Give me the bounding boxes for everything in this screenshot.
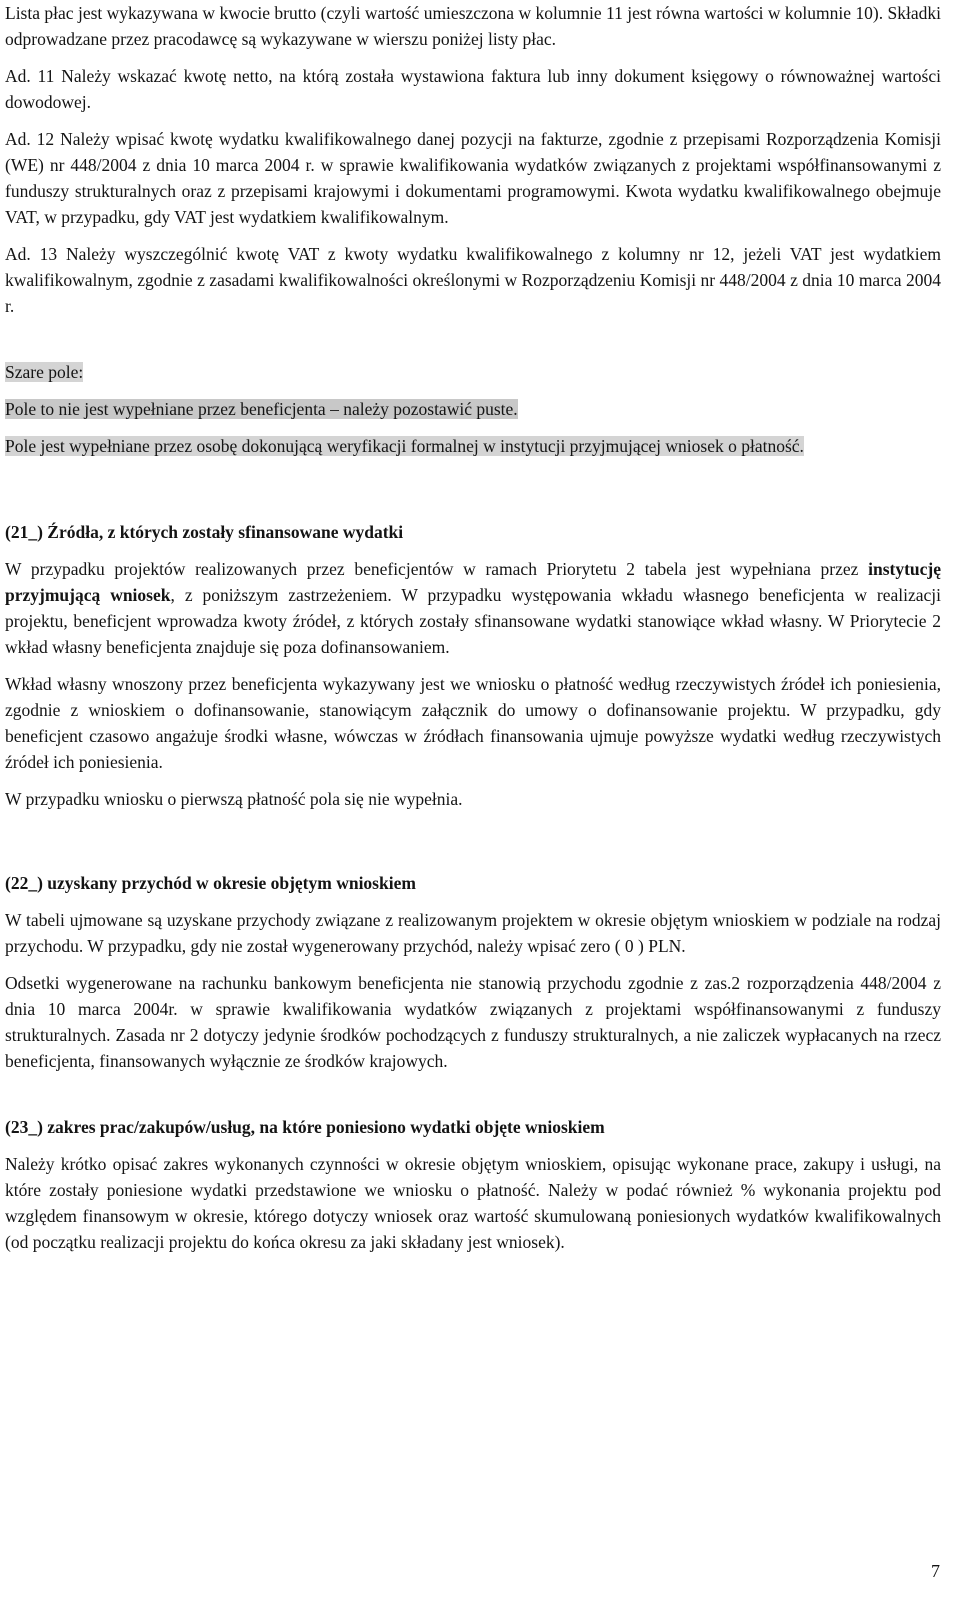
document-page <box>5 0 941 1255</box>
section-22-paragraph-1: W tabeli ujmowane są uzyskane przychody związane z realizowanym projektem w okresie objętym wnioskiem w podziale na rodzaj przychodu. W przypadku, gdy nie został wygenerowany przychód, należy wpisać zero ( 0 ) PLN. <box>5 910 941 956</box>
section-23-paragraph-1: Należy krótko opisać zakres wykonanych czynności w okresie objętym wnioskiem, opisując wykonane prace, zakupy i usługi, na które zostały poniesione wydatki przedstawione we wniosku o płatność. Należy w podać również % wykonania projektu pod względem finansowym w okresie, którego dotyczy wniosek oraz wartość skumulowaną poniesionych wydatków kwalifikowalnych (od początku realizacji projektu do końca okresu za jaki składany jest wniosek). <box>5 1154 941 1252</box>
ad11-text: Należy wskazać kwotę netto, na którą została wystawiona faktura lub inny dokument księgowy o równoważnej wartości dowodowej. <box>5 66 941 112</box>
ad12-text: Należy wpisać kwotę wydatku kwalifikowalnego danej pozycji na fakturze, zgodnie z przepisami Rozporządzenia Komisji (WE) nr 448/2004 z dnia 10 marca 2004 r. w sprawie kwalifikowania wydatków związanych z projektami współfinansowanymi z funduszy strukturalnych oraz z przepisami krajowymi i dokumentami programowymi. Kwota wydatku kwalifikowalnego obejmuje VAT, w przypadku, gdy VAT jest wydatkiem kwalifikowalnym. <box>5 129 941 227</box>
section-22-paragraph-2: Odsetki wygenerowane na rachunku bankowym beneficjenta nie stanowią przychodu zgodnie z zas.2 rozporządzenia 448/2004 z dnia 10 marca 2004r. w sprawie kwalifikowania wydatków związanych z projektami współfinansowanymi z funduszy strukturalnych. Zasada nr 2 dotyczy jedynie środków pochodzących z funduszy strukturalnych, a nie zaliczek wypłacanych na rzecz beneficjenta, finansowanych wyłącznie ze środków krajowych. <box>5 973 941 1071</box>
ad12-label: Ad. 12 <box>5 129 55 149</box>
intro-paragraph: Lista płac jest wykazywana w kwocie brutto (czyli wartość umieszczona w kolumnie 11 jest równa wartości w kolumnie 10). Składki odprowadzane przez pracodawcę są wykazywane w wierszu poniżej listy płac. <box>5 3 941 49</box>
section-21-heading: (21_) Źródła, z których zostały sfinansowane wydatki <box>5 522 404 542</box>
ad12-paragraph <box>5 126 941 230</box>
gray-field-legend-title: Szare pole: <box>5 362 84 382</box>
ad13-paragraph <box>5 241 941 319</box>
section-21-bold-phrase: instytucję przyjmującą wniosek <box>5 559 941 605</box>
section-21-paragraph-2: Wkład własny wnoszony przez beneficjenta wykazywany jest we wniosku o płatność według rzeczywistych źródeł ich poniesienia, zgodnie z wnioskiem o dofinansowanie, stanowiącym załącznik do umowy o dofinansowanie projektu. W przypadku, gdy beneficjent czasowo angażuje środki własne, wówczas w źródłach finansowania ujmuje powyższe wydatki według rzeczywistych źródeł ich poniesienia. <box>5 674 941 772</box>
ad11-label: Ad. 11 <box>5 66 55 86</box>
gray-field-legend-item-verification: Pole jest wypełniane przez osobę dokonującą weryfikacji formalnej w instytucji przyjmującej wniosek o płatność. <box>5 436 804 456</box>
section-21-paragraph-1: W przypadku projektów realizowanych przez beneficjentów w ramach Priorytetu 2 tabela jest wypełniana przez instytucję przyjmującą wniosek, z poniższym zastrzeżeniem. W przypadku występowania wkładu własnego beneficjenta w realizacji projektu, beneficjent wprowadza kwoty źródeł, z których zostały sfinansowane wydatki stanowiące wkład własny. W Priorytecie 2 wkład własny beneficjenta znajduje się poza dofinansowaniem. <box>5 559 942 657</box>
section-22-heading: (22_) uzyskany przychód w okresie objętym wnioskiem <box>5 873 416 893</box>
ad13-label: Ad. 13 <box>5 244 58 264</box>
ad13-text: Należy wyszczególnić kwotę VAT z kwoty wydatku kwalifikowalnego z kolumny nr 12, jeżeli VAT jest wydatkiem kwalifikowalnym, zgodnie z zasadami kwalifikowalności określonymi w Rozporządzeniu Komisji nr 448/2004 z dnia 10 marca 2004 r. <box>5 244 941 316</box>
section-21-paragraph-3: W przypadku wniosku o pierwszą płatność pola się nie wypełnia. <box>5 789 463 809</box>
page-number: 7 <box>931 1561 940 1581</box>
gray-field-legend-item-empty: Pole to nie jest wypełniane przez beneficjenta – należy pozostawić puste. <box>5 399 518 419</box>
ad11-paragraph <box>5 63 941 115</box>
section-23-heading: (23_) zakres prac/zakupów/usług, na które poniesiono wydatki objęte wnioskiem <box>5 1117 605 1137</box>
